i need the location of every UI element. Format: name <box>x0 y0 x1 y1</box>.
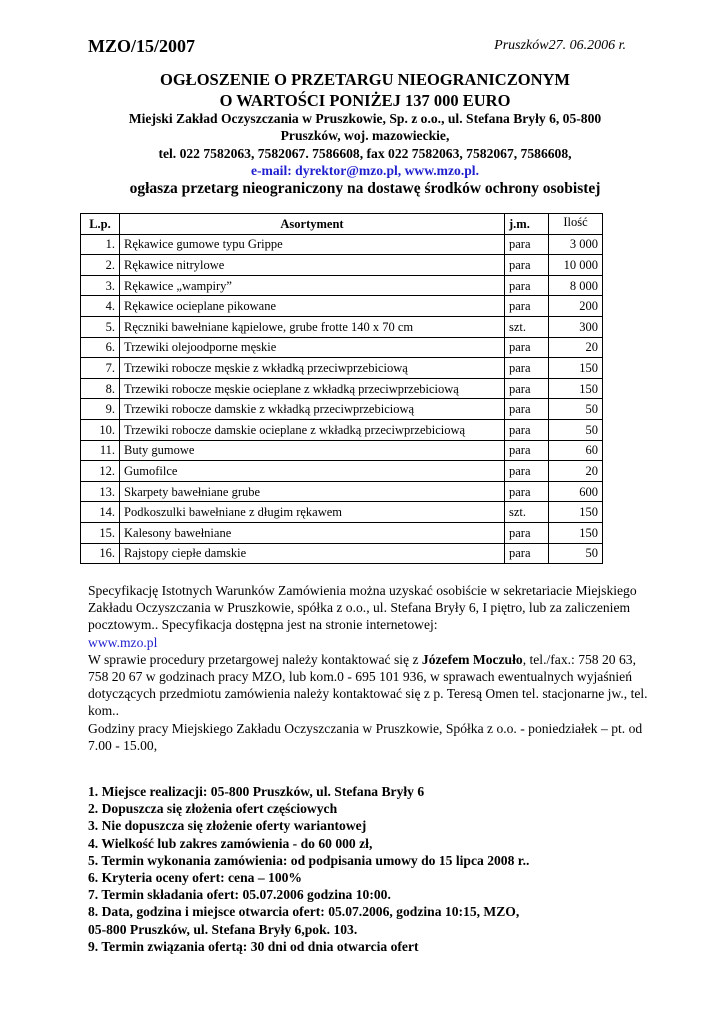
row-unit: szt. <box>505 502 549 523</box>
row-quantity: 150 <box>549 358 603 379</box>
row-quantity: 50 <box>549 419 603 440</box>
row-assortment: Trzewiki olejoodporne męskie <box>120 337 505 358</box>
row-number: 3. <box>81 275 120 296</box>
table-row <box>81 522 603 543</box>
row-number: 6. <box>81 337 120 358</box>
row-number: 9. <box>81 399 120 420</box>
issuer-line-1: Miejski Zakład Oczyszczania w Pruszkowie, Sp. z o.o., ul. Stefana Bryły 6, 05-800 <box>128 111 602 126</box>
row-assortment: Rękawice ocieplane pikowane <box>120 296 505 317</box>
row-number: 4. <box>81 296 120 317</box>
row-quantity: 200 <box>549 296 603 317</box>
row-unit: para <box>505 461 549 482</box>
row-number: 12. <box>81 461 120 482</box>
spec-paragraph-2 <box>88 651 648 720</box>
table-row <box>81 543 603 564</box>
table-row <box>81 440 603 461</box>
row-quantity: 20 <box>549 461 603 482</box>
condition-item: 2. Dopuszcza się złożenia ofert częściowych <box>88 801 338 817</box>
row-unit: para <box>505 481 549 502</box>
condition-item: 6. Kryteria oceny ofert: cena – 100% <box>88 870 303 886</box>
title-line-2: O WARTOŚCI PONIŻEJ 137 000 EURO <box>219 91 511 110</box>
row-assortment: Buty gumowe <box>120 440 505 461</box>
contact-person-name: Józefem Moczuło <box>421 651 523 667</box>
row-quantity: 20 <box>549 337 603 358</box>
condition-item: 8. Data, godzina i miejsce otwarcia ofert: 05.07.2006, godzina 10:15, MZO, <box>88 904 520 920</box>
row-number: 16. <box>81 543 120 564</box>
row-quantity: 600 <box>549 481 603 502</box>
table-row <box>81 378 603 399</box>
table-row <box>81 502 603 523</box>
row-assortment: Podkoszulki bawełniane z długim rękawem <box>120 502 505 523</box>
row-unit: para <box>505 399 549 420</box>
table-body <box>81 234 603 564</box>
table-row <box>81 419 603 440</box>
row-assortment: Kalesony bawełniane <box>120 522 505 543</box>
specification-section <box>88 582 648 754</box>
row-number: 5. <box>81 316 120 337</box>
condition-item: 05-800 Pruszków, ul. Stefana Bryły 6,pok. 103. <box>88 921 358 937</box>
spec-paragraph-3: Godziny pracy Miejskiego Zakładu Oczyszczania w Pruszkowie, Spółka z o.o. - poniedziałek – pt. od 7.00 - 15.00, <box>88 720 643 753</box>
row-quantity: 50 <box>549 399 603 420</box>
row-quantity: 150 <box>549 502 603 523</box>
table-row <box>81 461 603 482</box>
issuer-phone-line: tel. 022 7582063, 7582067. 7586608, fax 022 7582063, 7582067, 7586608, <box>158 146 572 161</box>
reference-number: MZO/15/2007 <box>88 36 195 56</box>
table-row <box>81 399 603 420</box>
row-number: 15. <box>81 522 120 543</box>
row-number: 2. <box>81 255 120 276</box>
row-unit: para <box>505 543 549 564</box>
row-number: 14. <box>81 502 120 523</box>
row-unit: para <box>505 296 549 317</box>
row-assortment: Rękawice nitrylowe <box>120 255 505 276</box>
header-quantity: Ilość <box>549 214 603 235</box>
row-assortment: Rękawice „wampiry” <box>120 275 505 296</box>
table-row <box>81 255 603 276</box>
items-table <box>80 213 603 564</box>
spec-contact-details: , tel./fax.: 758 20 63, 758 20 67 w godzinach pracy MZO, lub kom.0 - 695 101 936, w sprawach ewentualnych wyjaśnień dotyczących przedmiotu zamówienia należy kontaktować się z p. Teresą Omen tel. stacjonarne jw., tel. kom.. <box>88 651 648 719</box>
row-assortment: Trzewiki robocze męskie z wkładką przeciwprzebiciową <box>120 358 505 379</box>
condition-item: 7. Termin składania ofert: 05.07.2006 godzina 10:00. <box>88 887 391 903</box>
row-assortment: Rękawice gumowe typu Grippe <box>120 234 505 255</box>
title-line-1: OGŁOSZENIE O PRZETARGU NIEOGRANICZONYM <box>160 70 570 89</box>
row-number: 1. <box>81 234 120 255</box>
header-unit: j.m. <box>505 214 549 235</box>
issuer-line-2: Pruszków, woj. mazowieckie, <box>280 128 450 143</box>
row-assortment: Rajstopy ciepłe damskie <box>120 543 505 564</box>
spec-contact-text: W sprawie procedury przetargowej należy kontaktować się z <box>88 651 422 667</box>
row-assortment: Skarpety bawełniane grube <box>120 481 505 502</box>
row-quantity: 150 <box>549 522 603 543</box>
header-assortment: Asortyment <box>120 214 505 235</box>
table-row <box>81 316 603 337</box>
row-assortment: Trzewiki robocze damskie z wkładką przeciwprzebiciową <box>120 399 505 420</box>
row-unit: para <box>505 234 549 255</box>
row-assortment: Ręczniki bawełniane kąpielowe, grube frotte 140 x 70 cm <box>120 316 505 337</box>
row-unit: para <box>505 358 549 379</box>
row-unit: para <box>505 522 549 543</box>
row-quantity: 60 <box>549 440 603 461</box>
announcement-heading: ogłasza przetarg nieograniczony na dostawę środków ochrony osobistej <box>129 180 601 197</box>
row-assortment: Trzewiki robocze męskie ocieplane z wkładką przeciwprzebiciową <box>120 378 505 399</box>
issuer-contact-link[interactable]: e-mail: dyrektor@mzo.pl, www.mzo.pl. <box>251 163 479 178</box>
condition-item: 9. Termin związania ofertą: 30 dni od dnia otwarcia ofert <box>88 938 419 954</box>
conditions-list <box>88 783 648 955</box>
row-unit: para <box>505 419 549 440</box>
row-quantity: 150 <box>549 378 603 399</box>
table-row <box>81 234 603 255</box>
condition-item: 1. Miejsce realizacji: 05-800 Pruszków, ul. Stefana Bryły 6 <box>88 784 425 799</box>
row-unit: para <box>505 255 549 276</box>
table-row <box>81 296 603 317</box>
website-link[interactable]: www.mzo.pl <box>88 634 158 650</box>
row-quantity: 8 000 <box>549 275 603 296</box>
row-number: 10. <box>81 419 120 440</box>
row-number: 7. <box>81 358 120 379</box>
table-row <box>81 275 603 296</box>
table-row <box>81 358 603 379</box>
row-unit: para <box>505 337 549 358</box>
condition-item: 3. Nie dopuszcza się złożenie oferty wariantowej <box>88 818 367 834</box>
condition-item: 4. Wielkość lub zakres zamówienia - do 60 000 zł, <box>88 835 373 851</box>
row-quantity: 50 <box>549 543 603 564</box>
row-number: 11. <box>81 440 120 461</box>
row-unit: para <box>505 275 549 296</box>
header-lp: L.p. <box>81 214 120 235</box>
row-number: 13. <box>81 481 120 502</box>
row-unit: szt. <box>505 316 549 337</box>
row-unit: para <box>505 378 549 399</box>
spec-paragraph-1: Specyfikację Istotnych Warunków Zamówienia można uzyskać osobiście w sekretariacie Miejskiego Zakładu Oczyszczania w Pruszkowie, spółka z o.o., ul. Stefana Bryły 6, I piętro, lub za zaliczeniem pocztowym.. Specyfikacja dostępna jest na stronie internetowej: <box>88 583 637 633</box>
condition-item: 5. Termin wykonania zamówienia: od podpisania umowy do 15 lipca 2008 r.. <box>88 852 530 868</box>
place-date: Pruszków27. 06.2006 r. <box>494 38 626 53</box>
table-row <box>81 481 603 502</box>
row-assortment: Trzewiki robocze damskie ocieplane z wkładką przeciwprzebiciową <box>120 419 505 440</box>
row-assortment: Gumofilce <box>120 461 505 482</box>
row-quantity: 300 <box>549 316 603 337</box>
row-quantity: 3 000 <box>549 234 603 255</box>
table-row <box>81 337 603 358</box>
row-unit: para <box>505 440 549 461</box>
table-header-row <box>81 214 603 235</box>
row-quantity: 10 000 <box>549 255 603 276</box>
row-number: 8. <box>81 378 120 399</box>
